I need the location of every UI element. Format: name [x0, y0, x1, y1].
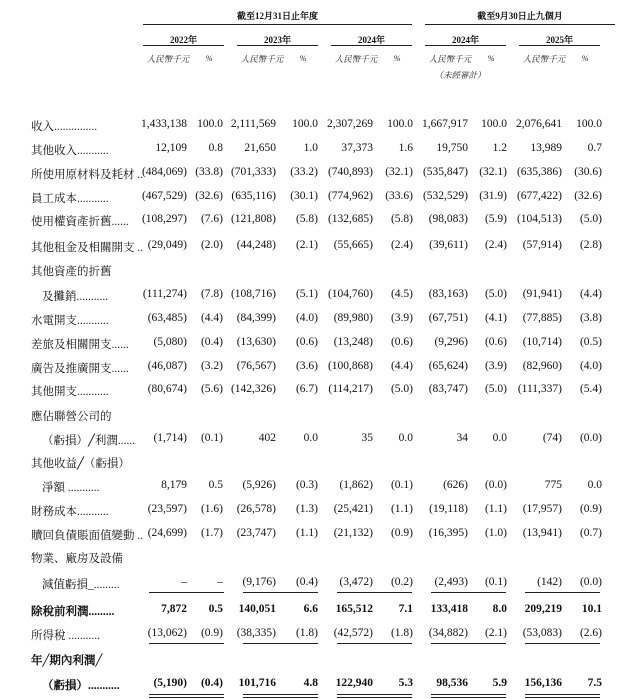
- year-rule: [519, 45, 600, 46]
- percent-label: %: [393, 53, 401, 63]
- table-cell: (1.1): [295, 527, 318, 539]
- table-cell: (38,335): [236, 627, 276, 639]
- table-cell: (3.2): [200, 360, 223, 372]
- row-label: （虧損）...........: [42, 680, 120, 692]
- table-cell: 1.2: [492, 142, 507, 154]
- table-cell: 37,373: [341, 142, 373, 154]
- table-cell: (33.2): [290, 166, 318, 178]
- table-cell: (98,083): [428, 213, 468, 225]
- unit-label: 人民幣千元: [146, 54, 190, 64]
- table-cell: (4.5): [390, 288, 413, 300]
- row-label: 除稅前利潤.........: [31, 606, 115, 618]
- table-cell: (9,176): [242, 576, 276, 588]
- table-cell: (0.9): [200, 627, 223, 639]
- year-heading: 2023年: [263, 35, 291, 45]
- table-cell: 6.6: [303, 603, 318, 615]
- table-cell: (142): [537, 576, 562, 588]
- table-cell: (89,980): [333, 312, 373, 324]
- table-cell: 98,536: [436, 677, 468, 689]
- total-rule: [431, 643, 506, 644]
- table-cell: (0.0): [579, 432, 602, 444]
- table-cell: (83,747): [428, 383, 468, 395]
- table-cell: (19,118): [429, 503, 468, 515]
- table-cell: (23,747): [236, 527, 276, 539]
- table-cell: (5.0): [579, 213, 602, 225]
- table-cell: 0.0: [587, 479, 602, 491]
- table-cell: (42,572): [333, 627, 373, 639]
- table-cell: (29,049): [147, 239, 187, 251]
- table-cell: 1.6: [398, 142, 413, 154]
- table-cell: (4.0): [579, 360, 602, 372]
- table-cell: (2.4): [484, 239, 507, 251]
- table-cell: (5,080): [153, 336, 187, 348]
- table-cell: –: [181, 576, 187, 588]
- table-cell: (67,751): [428, 312, 468, 324]
- period-rule: [143, 24, 412, 25]
- table-cell: 5.9: [492, 677, 507, 689]
- total-rule: [337, 592, 412, 593]
- table-cell: 7.5: [587, 677, 602, 689]
- table-cell: (3.9): [390, 312, 413, 324]
- table-cell: (1.8): [295, 627, 318, 639]
- unit-label: 人民幣千元: [428, 54, 472, 64]
- table-cell: (0.6): [390, 336, 413, 348]
- table-cell: (0.0): [579, 576, 602, 588]
- table-cell: (2.1): [484, 627, 507, 639]
- table-cell: (740,893): [327, 166, 373, 178]
- row-label: （虧損）╱利潤......: [42, 435, 136, 447]
- table-cell: (32.6): [195, 190, 223, 202]
- table-cell: (13,630): [236, 336, 276, 348]
- table-cell: 35: [361, 432, 373, 444]
- table-cell: (7.8): [200, 288, 223, 300]
- row-label: 贖回負債賬面值變動 ..: [31, 530, 144, 542]
- table-cell: (2.4): [390, 239, 413, 251]
- table-cell: (5.4): [579, 383, 602, 395]
- table-cell: 7,872: [161, 603, 187, 615]
- table-cell: 21,650: [244, 142, 276, 154]
- table-cell: (1,714): [153, 432, 187, 444]
- row-label: 收入...............: [31, 121, 98, 133]
- table-cell: (23,597): [147, 503, 187, 515]
- table-cell: (0.1): [390, 479, 413, 491]
- table-cell: (10,714): [522, 336, 562, 348]
- table-cell: 0.5: [208, 603, 223, 615]
- table-cell: (21,132): [333, 527, 373, 539]
- table-cell: 101,716: [238, 677, 276, 689]
- row-label: 其他收入...........: [31, 145, 109, 157]
- table-cell: (33.8): [195, 166, 223, 178]
- table-cell: (63,485): [147, 312, 187, 324]
- table-cell: (2,493): [434, 576, 468, 588]
- table-cell: (108,716): [230, 288, 276, 300]
- table-cell: (82,960): [522, 360, 562, 372]
- total-rule: [525, 592, 600, 593]
- unit-label: 人民幣千元: [522, 54, 566, 64]
- table-cell: (5.0): [390, 383, 413, 395]
- table-cell: 10.1: [581, 603, 602, 615]
- table-cell: 19,750: [436, 142, 468, 154]
- table-cell: 7.1: [398, 603, 413, 615]
- table-cell: (39,611): [429, 239, 468, 251]
- table-cell: (80,674): [147, 383, 187, 395]
- table-cell: 122,940: [335, 677, 373, 689]
- table-cell: –: [217, 576, 223, 588]
- table-cell: 100.0: [481, 118, 507, 130]
- table-cell: (4.4): [200, 312, 223, 324]
- row-label: 所得稅 ...........: [31, 630, 100, 642]
- table-cell: (2.6): [579, 627, 602, 639]
- unaudited-label: （未經審計）: [434, 70, 486, 80]
- table-cell: (535,847): [422, 166, 468, 178]
- table-cell: (53,083): [522, 627, 562, 639]
- table-cell: (5,926): [242, 479, 276, 491]
- table-cell: 140,051: [238, 603, 276, 615]
- table-cell: (5.8): [390, 213, 413, 225]
- percent-label: %: [581, 53, 589, 63]
- table-cell: (4.4): [579, 288, 602, 300]
- total-rule: [149, 592, 224, 593]
- table-cell: (4.4): [390, 360, 413, 372]
- table-cell: (46,087): [147, 360, 187, 372]
- table-cell: (1.1): [390, 503, 413, 515]
- table-cell: 0.7: [587, 142, 602, 154]
- table-cell: (484,069): [141, 166, 187, 178]
- table-cell: (121,808): [230, 213, 276, 225]
- table-cell: (17,957): [522, 503, 562, 515]
- total-rule: [149, 643, 224, 644]
- total-rule: [431, 697, 506, 698]
- table-cell: (5.1): [295, 288, 318, 300]
- table-cell: 209,219: [524, 603, 562, 615]
- table-cell: (44,248): [236, 239, 276, 251]
- table-cell: (635,116): [231, 190, 276, 202]
- table-cell: (55,665): [333, 239, 373, 251]
- table-cell: (1.6): [200, 503, 223, 515]
- table-cell: (0.6): [295, 336, 318, 348]
- table-cell: 8.0: [492, 603, 507, 615]
- table-cell: (5,190): [153, 677, 187, 689]
- table-cell: (26,578): [236, 503, 276, 515]
- table-cell: 4.8: [303, 677, 318, 689]
- table-cell: 8,179: [161, 479, 187, 491]
- table-cell: (635,386): [516, 166, 562, 178]
- table-cell: (532,529): [422, 190, 468, 202]
- total-rule: [337, 643, 412, 644]
- table-cell: 2,076,641: [516, 118, 562, 130]
- table-cell: (108,297): [141, 213, 187, 225]
- table-cell: (1.0): [484, 527, 507, 539]
- table-cell: (0.5): [579, 336, 602, 348]
- table-cell: (111,274): [142, 288, 187, 300]
- row-label: 其他資產的折舊: [31, 266, 112, 278]
- table-cell: 0.0: [303, 432, 318, 444]
- total-rule: [525, 697, 600, 698]
- table-cell: (701,333): [230, 166, 276, 178]
- table-cell: (1.3): [295, 503, 318, 515]
- year-rule: [143, 45, 224, 46]
- table-cell: 402: [258, 432, 276, 444]
- table-cell: 5.3: [398, 677, 413, 689]
- table-cell: (0.6): [484, 336, 507, 348]
- table-cell: 12,109: [155, 142, 187, 154]
- total-rule: [337, 697, 412, 698]
- year-heading: 2025年: [545, 35, 573, 45]
- table-cell: (100,868): [327, 360, 373, 372]
- table-cell: (30.6): [574, 166, 602, 178]
- table-cell: (114,217): [328, 383, 373, 395]
- table-cell: (1,862): [339, 479, 373, 491]
- table-cell: 1,433,138: [141, 118, 187, 130]
- table-cell: (74): [542, 432, 562, 444]
- table-cell: (9,296): [434, 336, 468, 348]
- total-rule: [431, 694, 506, 695]
- table-cell: 100.0: [197, 118, 223, 130]
- table-cell: (111,337): [517, 383, 562, 395]
- table-cell: (0.3): [295, 479, 318, 491]
- table-cell: 0.0: [398, 432, 413, 444]
- table-cell: (0.4): [200, 677, 223, 689]
- table-cell: (13,062): [147, 627, 187, 639]
- table-cell: (57,914): [522, 239, 562, 251]
- table-cell: 133,418: [430, 603, 468, 615]
- table-cell: 100.0: [576, 118, 602, 130]
- table-cell: (0.1): [484, 576, 507, 588]
- total-rule: [431, 592, 506, 593]
- table-cell: (91,941): [522, 288, 562, 300]
- table-cell: (83,163): [428, 288, 468, 300]
- row-label: 財務成本...........: [31, 506, 109, 518]
- table-cell: (104,513): [516, 213, 562, 225]
- table-cell: (30.1): [290, 190, 318, 202]
- percent-label: %: [205, 53, 213, 63]
- table-cell: (5.8): [295, 213, 318, 225]
- table-cell: (16,395): [428, 527, 468, 539]
- row-label: 其他租金及相關開支 ..: [31, 242, 144, 254]
- table-cell: 13,989: [530, 142, 562, 154]
- table-cell: (104,760): [327, 288, 373, 300]
- table-cell: (24,699): [147, 527, 187, 539]
- table-cell: (32.1): [479, 166, 507, 178]
- table-cell: (13,941): [522, 527, 562, 539]
- table-cell: (0.9): [390, 527, 413, 539]
- row-label: 其他收益╱（虧損）: [31, 458, 130, 470]
- period-heading: 截至9月30日止九個月: [477, 11, 563, 21]
- table-cell: (32.1): [385, 166, 413, 178]
- table-cell: (0.0): [484, 479, 507, 491]
- table-cell: (467,529): [141, 190, 187, 202]
- total-rule: [149, 697, 224, 698]
- table-cell: (677,422): [516, 190, 562, 202]
- total-rule: [243, 592, 318, 593]
- table-cell: (2.0): [200, 239, 223, 251]
- table-cell: 34: [456, 432, 468, 444]
- table-cell: (2.1): [295, 239, 318, 251]
- table-cell: (0.4): [295, 576, 318, 588]
- percent-label: %: [299, 53, 307, 63]
- table-cell: 1,667,917: [422, 118, 468, 130]
- total-rule: [337, 694, 412, 695]
- table-cell: (3.6): [295, 360, 318, 372]
- table-cell: 156,136: [524, 677, 562, 689]
- row-label: 其他開支...........: [31, 386, 109, 398]
- table-cell: (5.9): [484, 213, 507, 225]
- row-label: 所使用原材料及耗材 ..: [31, 169, 144, 181]
- table-cell: (0.4): [200, 336, 223, 348]
- table-cell: (32.6): [574, 190, 602, 202]
- row-label: 使用權資產折舊......: [31, 216, 129, 228]
- year-heading: 2024年: [451, 35, 479, 45]
- table-cell: (1.1): [484, 503, 507, 515]
- year-rule: [237, 45, 318, 46]
- table-cell: (65,624): [428, 360, 468, 372]
- table-cell: (774,962): [327, 190, 373, 202]
- table-cell: (0.2): [390, 576, 413, 588]
- row-label: 及攤銷...........: [42, 291, 109, 303]
- table-cell: 0.8: [208, 142, 223, 154]
- table-cell: (7.6): [200, 213, 223, 225]
- table-cell: (5.6): [200, 383, 223, 395]
- period-rule: [425, 24, 615, 25]
- row-label: 廣告及推廣開支......: [31, 363, 129, 375]
- table-cell: 100.0: [292, 118, 318, 130]
- row-label: 員工成本...........: [31, 193, 109, 205]
- table-cell: (13,248): [333, 336, 373, 348]
- percent-label: %: [487, 53, 495, 63]
- total-rule: [149, 694, 224, 695]
- table-cell: 165,512: [335, 603, 373, 615]
- table-cell: (77,885): [522, 312, 562, 324]
- year-rule: [331, 45, 412, 46]
- table-cell: (33.6): [385, 190, 413, 202]
- row-label: 應佔聯營公司的: [31, 411, 112, 423]
- table-cell: (31.9): [479, 190, 507, 202]
- table-cell: (132,685): [327, 213, 373, 225]
- table-cell: 100.0: [387, 118, 413, 130]
- total-rule: [525, 643, 600, 644]
- year-heading: 2024年: [357, 35, 385, 45]
- table-cell: (1.7): [200, 527, 223, 539]
- table-cell: (76,567): [236, 360, 276, 372]
- table-cell: (4.0): [295, 312, 318, 324]
- table-cell: (34,882): [428, 627, 468, 639]
- table-cell: (5.0): [484, 383, 507, 395]
- unit-label: 人民幣千元: [334, 54, 378, 64]
- table-cell: 2,111,569: [230, 118, 276, 130]
- table-cell: (25,421): [333, 503, 373, 515]
- table-cell: 1.0: [303, 142, 318, 154]
- table-cell: (5.0): [484, 288, 507, 300]
- table-cell: 0.5: [208, 479, 223, 491]
- table-cell: (6.7): [295, 383, 318, 395]
- table-cell: (626): [443, 479, 468, 491]
- period-heading: 截至12月31日止年度: [236, 11, 318, 21]
- table-cell: 775: [544, 479, 562, 491]
- table-cell: (1.8): [390, 627, 413, 639]
- year-heading: 2022年: [169, 35, 197, 45]
- table-cell: (0.9): [579, 503, 602, 515]
- table-cell: (84,399): [236, 312, 276, 324]
- row-label: 物業、廠房及設備: [31, 553, 123, 565]
- total-rule: [243, 643, 318, 644]
- table-cell: 2,307,269: [327, 118, 373, 130]
- table-cell: (0.1): [200, 432, 223, 444]
- table-cell: (4.1): [484, 312, 507, 324]
- row-label: 年╱期內利潤╱: [31, 655, 103, 667]
- row-label: 減值虧損_.........: [42, 579, 120, 591]
- table-cell: 0.0: [492, 432, 507, 444]
- table-cell: (3,472): [339, 576, 373, 588]
- year-rule: [425, 45, 506, 46]
- row-label: 差旅及相關開支......: [31, 339, 129, 351]
- table-cell: (2.8): [579, 239, 602, 251]
- total-rule: [243, 697, 318, 698]
- table-cell: (142,326): [230, 383, 276, 395]
- unit-label: 人民幣千元: [240, 54, 284, 64]
- total-rule: [243, 694, 318, 695]
- row-label: 水電開支...........: [31, 315, 109, 327]
- row-label: 淨額 ...........: [42, 482, 100, 494]
- total-rule: [525, 694, 600, 695]
- table-cell: (3.9): [484, 360, 507, 372]
- table-cell: (0.7): [579, 527, 602, 539]
- table-cell: (3.8): [579, 312, 602, 324]
